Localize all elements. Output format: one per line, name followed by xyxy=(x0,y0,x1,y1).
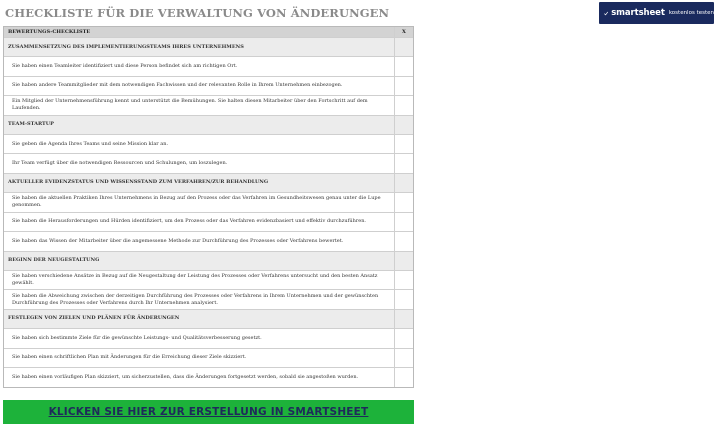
check-cell[interactable] xyxy=(394,57,413,76)
check-cell[interactable] xyxy=(394,96,413,115)
check-cell[interactable] xyxy=(394,349,413,368)
section-title: AKTUELLER EVIDENZSTATUS UND WISSENSSTAND ZUM VERFAHREN/ZUR BEHANDLUNG xyxy=(8,179,269,186)
brand-name: smartsheet xyxy=(611,8,665,18)
section-title: ZUSAMMENSETZUNG DES IMPLEMENTIERUNGSTEAMS IHRES UNTERNEHMENS xyxy=(8,43,244,50)
section-mark-cell xyxy=(394,252,413,270)
checklist-item xyxy=(4,56,413,76)
item-text: Sie haben einen schriftlichen Plan mit Änderungen für die Erreichung dieser Ziele skizziert. xyxy=(12,354,247,361)
section-header xyxy=(4,251,413,270)
item-text: Sie haben andere Teammitglieder mit dem notwendigen Fachwissen und der relevanten Rolle in Ihrem Unternehmen einbezogen. xyxy=(12,82,343,89)
check-cell[interactable] xyxy=(394,368,413,387)
checklist-item xyxy=(4,95,413,115)
item-text: Ein Mitglied der Unternehmensführung kennt und unterstützt die Bemühungen. Sie halten diesen Mitarbeiter über den Fortschritt auf dem Laufenden. xyxy=(12,98,368,112)
checklist-item xyxy=(4,231,413,251)
item-text: Sie haben sich bestimmte Ziele für die gewünschte Leistungs- und Qualitätsverbesserung gesetzt. xyxy=(12,334,262,341)
section-title: FESTLEGEN VON ZIELEN UND PLÄNEN FÜR ÄNDERUNGEN xyxy=(8,315,180,322)
item-text: Sie haben das Wissen der Mitarbeiter über die angemessene Methode zur Durchführung des Prozesses oder Verfahrens bewertet. xyxy=(12,237,344,244)
create-in-smartsheet-link[interactable]: KLICKEN SIE HIER ZUR ERSTELLUNG IN SMARTSHEET xyxy=(3,400,414,424)
section-mark-cell xyxy=(394,174,413,192)
item-text: Sie haben verschiedene Ansätze in Bezug auf die Neugestaltung der Leistung des Prozesses oder Verfahrens untersucht und den besten Ansatz gewählt. xyxy=(12,273,378,287)
section-mark-cell xyxy=(394,116,413,134)
check-cell[interactable] xyxy=(394,232,413,251)
item-text: Sie haben einen vorläufigen Plan skizziert, um sicherzustellen, dass die Änderungen fortgesetzt werden, sobald sie angestoßen wurden. xyxy=(12,373,359,380)
checklist-item xyxy=(4,348,413,368)
check-cell[interactable] xyxy=(394,135,413,154)
check-cell[interactable] xyxy=(394,290,413,309)
table-header xyxy=(4,27,413,37)
check-cell[interactable] xyxy=(394,213,413,232)
checklist-item xyxy=(4,289,413,309)
section-title: BEGINN DER NEUGESTALTUNG xyxy=(8,257,100,264)
checklist-item xyxy=(4,270,413,290)
section-header xyxy=(4,173,413,192)
page-title: CHECKLISTE FÜR DIE VERWALTUNG VON ÄNDERUNGEN xyxy=(5,6,390,20)
smartsheet-trial-banner[interactable] xyxy=(599,2,714,24)
item-text: Sie haben einen Teamleiter identifiziert und diese Person befindet sich am richtigen Ort. xyxy=(12,62,238,69)
check-cell[interactable] xyxy=(394,271,413,290)
checklist-item xyxy=(4,328,413,348)
section-header xyxy=(4,37,413,56)
smartsheet-logo-icon xyxy=(604,8,608,19)
item-text: Ihr Team verfügt über die notwendigen Ressourcen und Schulungen, um loszulegen. xyxy=(12,160,228,167)
check-cell[interactable] xyxy=(394,77,413,96)
section-mark-cell xyxy=(394,310,413,328)
item-text: Sie geben die Agenda Ihres Teams und seine Mission klar an. xyxy=(12,140,169,147)
checklist-item xyxy=(4,367,413,387)
section-header xyxy=(4,309,413,328)
item-text: Sie haben die Herausforderungen und Hürden identifiziert, um den Prozess oder das Verfahren evidenzbasiert und effektiv durchzuführen. xyxy=(12,218,367,225)
check-cell[interactable] xyxy=(394,329,413,348)
checklist-item xyxy=(4,212,413,232)
header-mark: X xyxy=(394,27,413,37)
section-mark-cell xyxy=(394,38,413,56)
checklist-item xyxy=(4,192,413,212)
section-title: TEAM-STARTUP xyxy=(8,121,54,128)
checklist-table xyxy=(3,26,414,388)
item-text: Sie haben die aktuellen Praktiken Ihres Unternehmens in Bezug auf den Prozess oder das Verfahren im Gesundheitswesen genau unter die Lupe genommen. xyxy=(12,195,381,209)
check-cell[interactable] xyxy=(394,154,413,173)
item-text: Sie haben die Abweichung zwischen der derzeitigen Durchführung des Prozesses oder Verfahrens in Ihrem Unternehmen und der gewünschten Durchführung des Prozesses oder Verfahrens durch Ihr Unternehmen analysiert. xyxy=(12,293,379,306)
checklist-item xyxy=(4,76,413,96)
checklist-item xyxy=(4,153,413,173)
checklist-item xyxy=(4,134,413,154)
brand-cta: kostenlos testen xyxy=(668,10,714,16)
section-header xyxy=(4,115,413,134)
header-label: BEWERTUNGS-CHECKLISTE xyxy=(8,28,91,35)
check-cell[interactable] xyxy=(394,193,413,212)
